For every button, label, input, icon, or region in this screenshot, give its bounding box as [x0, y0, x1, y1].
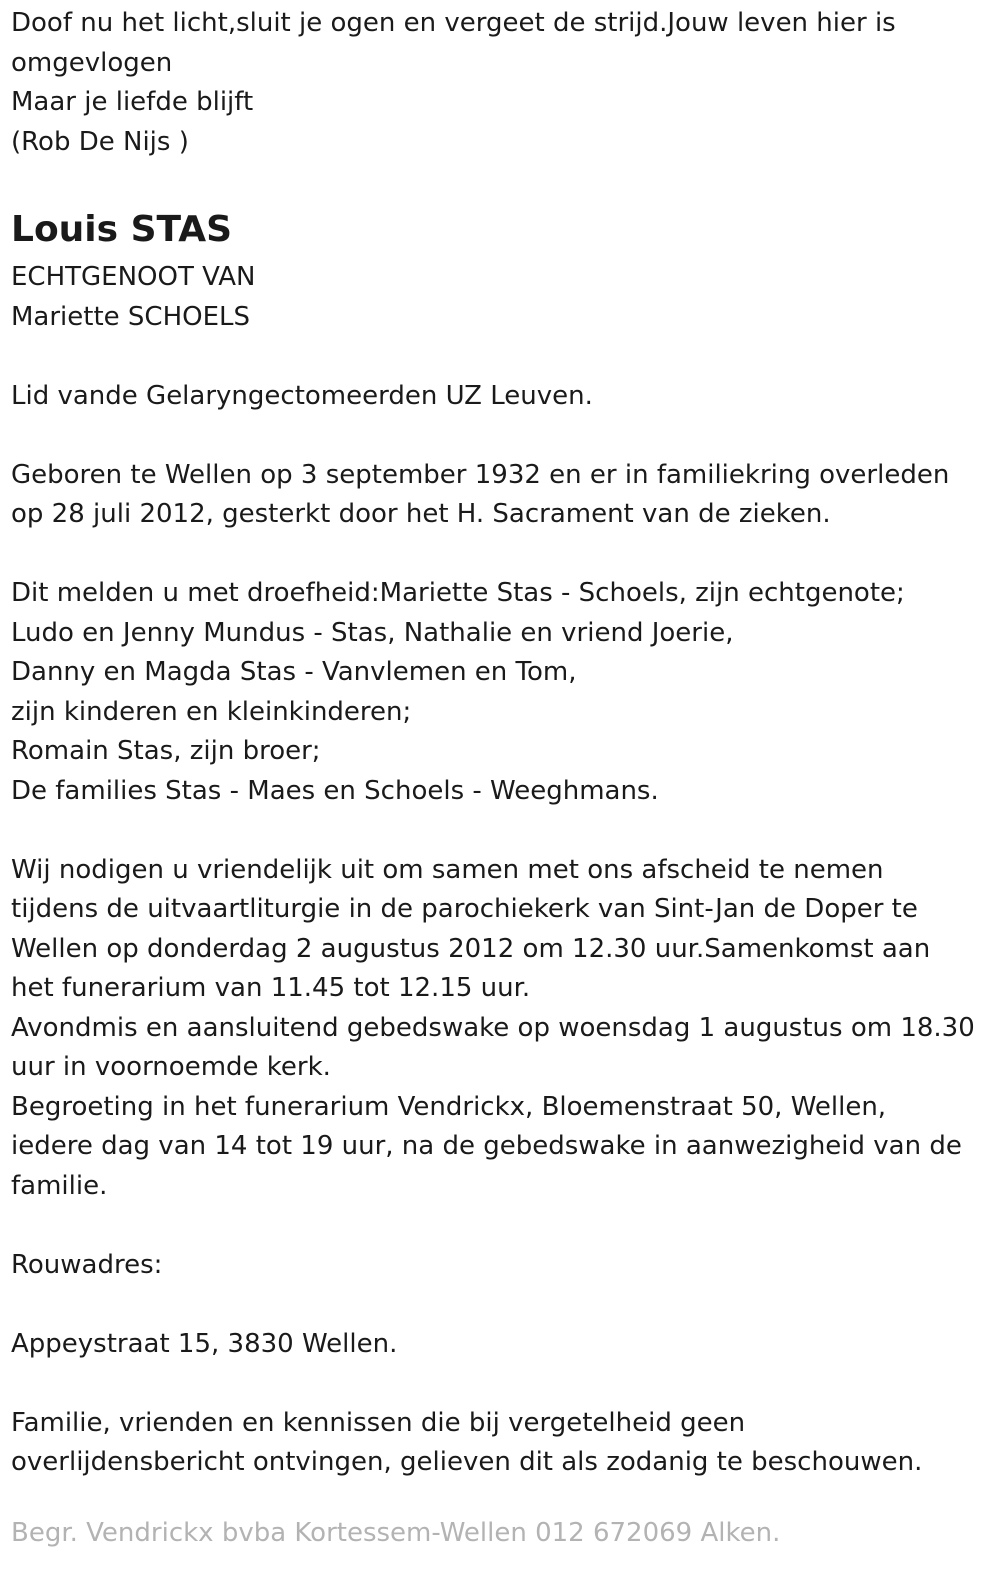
paragraph-line: Danny en Magda Stas - Vanvlemen en Tom, — [11, 657, 577, 687]
membership-text: Lid vande Gelaryngectomeerden UZ Leuven. — [11, 380, 593, 411]
birth-death-paragraph — [11, 456, 989, 535]
poem-line: Doof nu het licht,sluit je ogen en vergeet de strijd.Jouw leven hier is — [11, 8, 896, 38]
paragraph-line: Romain Stas, zijn broer; — [11, 736, 321, 766]
mourning-address-label: Rouwadres: — [11, 1249, 163, 1280]
announcers-paragraph — [11, 574, 989, 811]
paragraph-line: Avondmis en aansluitend gebedswake op woensdag 1 augustus om 18.30 — [11, 1012, 975, 1043]
paragraph-line: Begroeting in het funerarium Vendrickx, Bloemenstraat 50, Wellen, — [11, 1091, 887, 1122]
paragraph-line: overlijdensbericht ontvingen, gelieven dit als zodanig te beschouwen. — [11, 1447, 923, 1477]
paragraph-line: De families Stas - Maes en Schoels - Weeghmans. — [11, 775, 659, 806]
paragraph-line: Dit melden u met droefheid:Mariette Stas - Schoels, zijn echtgenote; — [11, 578, 905, 608]
paragraph-line: zijn kinderen en kleinkinderen; — [11, 696, 412, 727]
paragraph-line: uur in voornoemde kerk. — [11, 1052, 331, 1082]
paragraph-line: Familie, vrienden en kennissen die bij vergetelheid geen — [11, 1407, 746, 1438]
paragraph-line: op 28 juli 2012, gesterkt door het H. Sacrament van de zieken. — [11, 499, 831, 529]
poem-line: omgevlogen — [11, 47, 173, 78]
ceremony-paragraph — [11, 851, 989, 1207]
paragraph-line: het funerarium van 11.45 tot 12.15 uur. — [11, 973, 531, 1003]
paragraph-line: iedere dag van 14 tot 19 uur, na de gebedswake in aanwezigheid van de — [11, 1131, 962, 1161]
mourning-address: Appeystraat 15, 3830 Wellen. — [11, 1328, 398, 1359]
spouse-name: Mariette SCHOELS — [11, 301, 251, 332]
paragraph-line: tijdens de uitvaartliturgie in de parochiekerk van Sint-Jan de Doper te — [11, 894, 918, 924]
paragraph-line: Geboren te Wellen op 3 september 1932 en er in familiekring overleden — [11, 459, 950, 490]
poem-line: Maar je liefde blijft — [11, 87, 254, 117]
funeral-home-footer: Begr. Vendrickx bvba Kortessem-Wellen 012 672069 Alken. — [11, 1518, 781, 1548]
notice-paragraph — [11, 1404, 989, 1483]
paragraph-line: Wij nodigen u vriendelijk uit om samen met ons afscheid te nemen — [11, 854, 884, 885]
poem-attribution: (Rob De Nijs ) — [11, 126, 189, 157]
poem-block — [11, 4, 989, 162]
relation-label: ECHTGENOOT VAN — [11, 262, 256, 292]
paragraph-line: familie. — [11, 1170, 108, 1201]
paragraph-line: Wellen op donderdag 2 augustus 2012 om 12.30 uur.Samenkomst aan — [11, 933, 931, 964]
paragraph-line: Ludo en Jenny Mundus - Stas, Nathalie en vriend Joerie, — [11, 617, 734, 648]
deceased-name: Louis STAS — [11, 209, 233, 250]
